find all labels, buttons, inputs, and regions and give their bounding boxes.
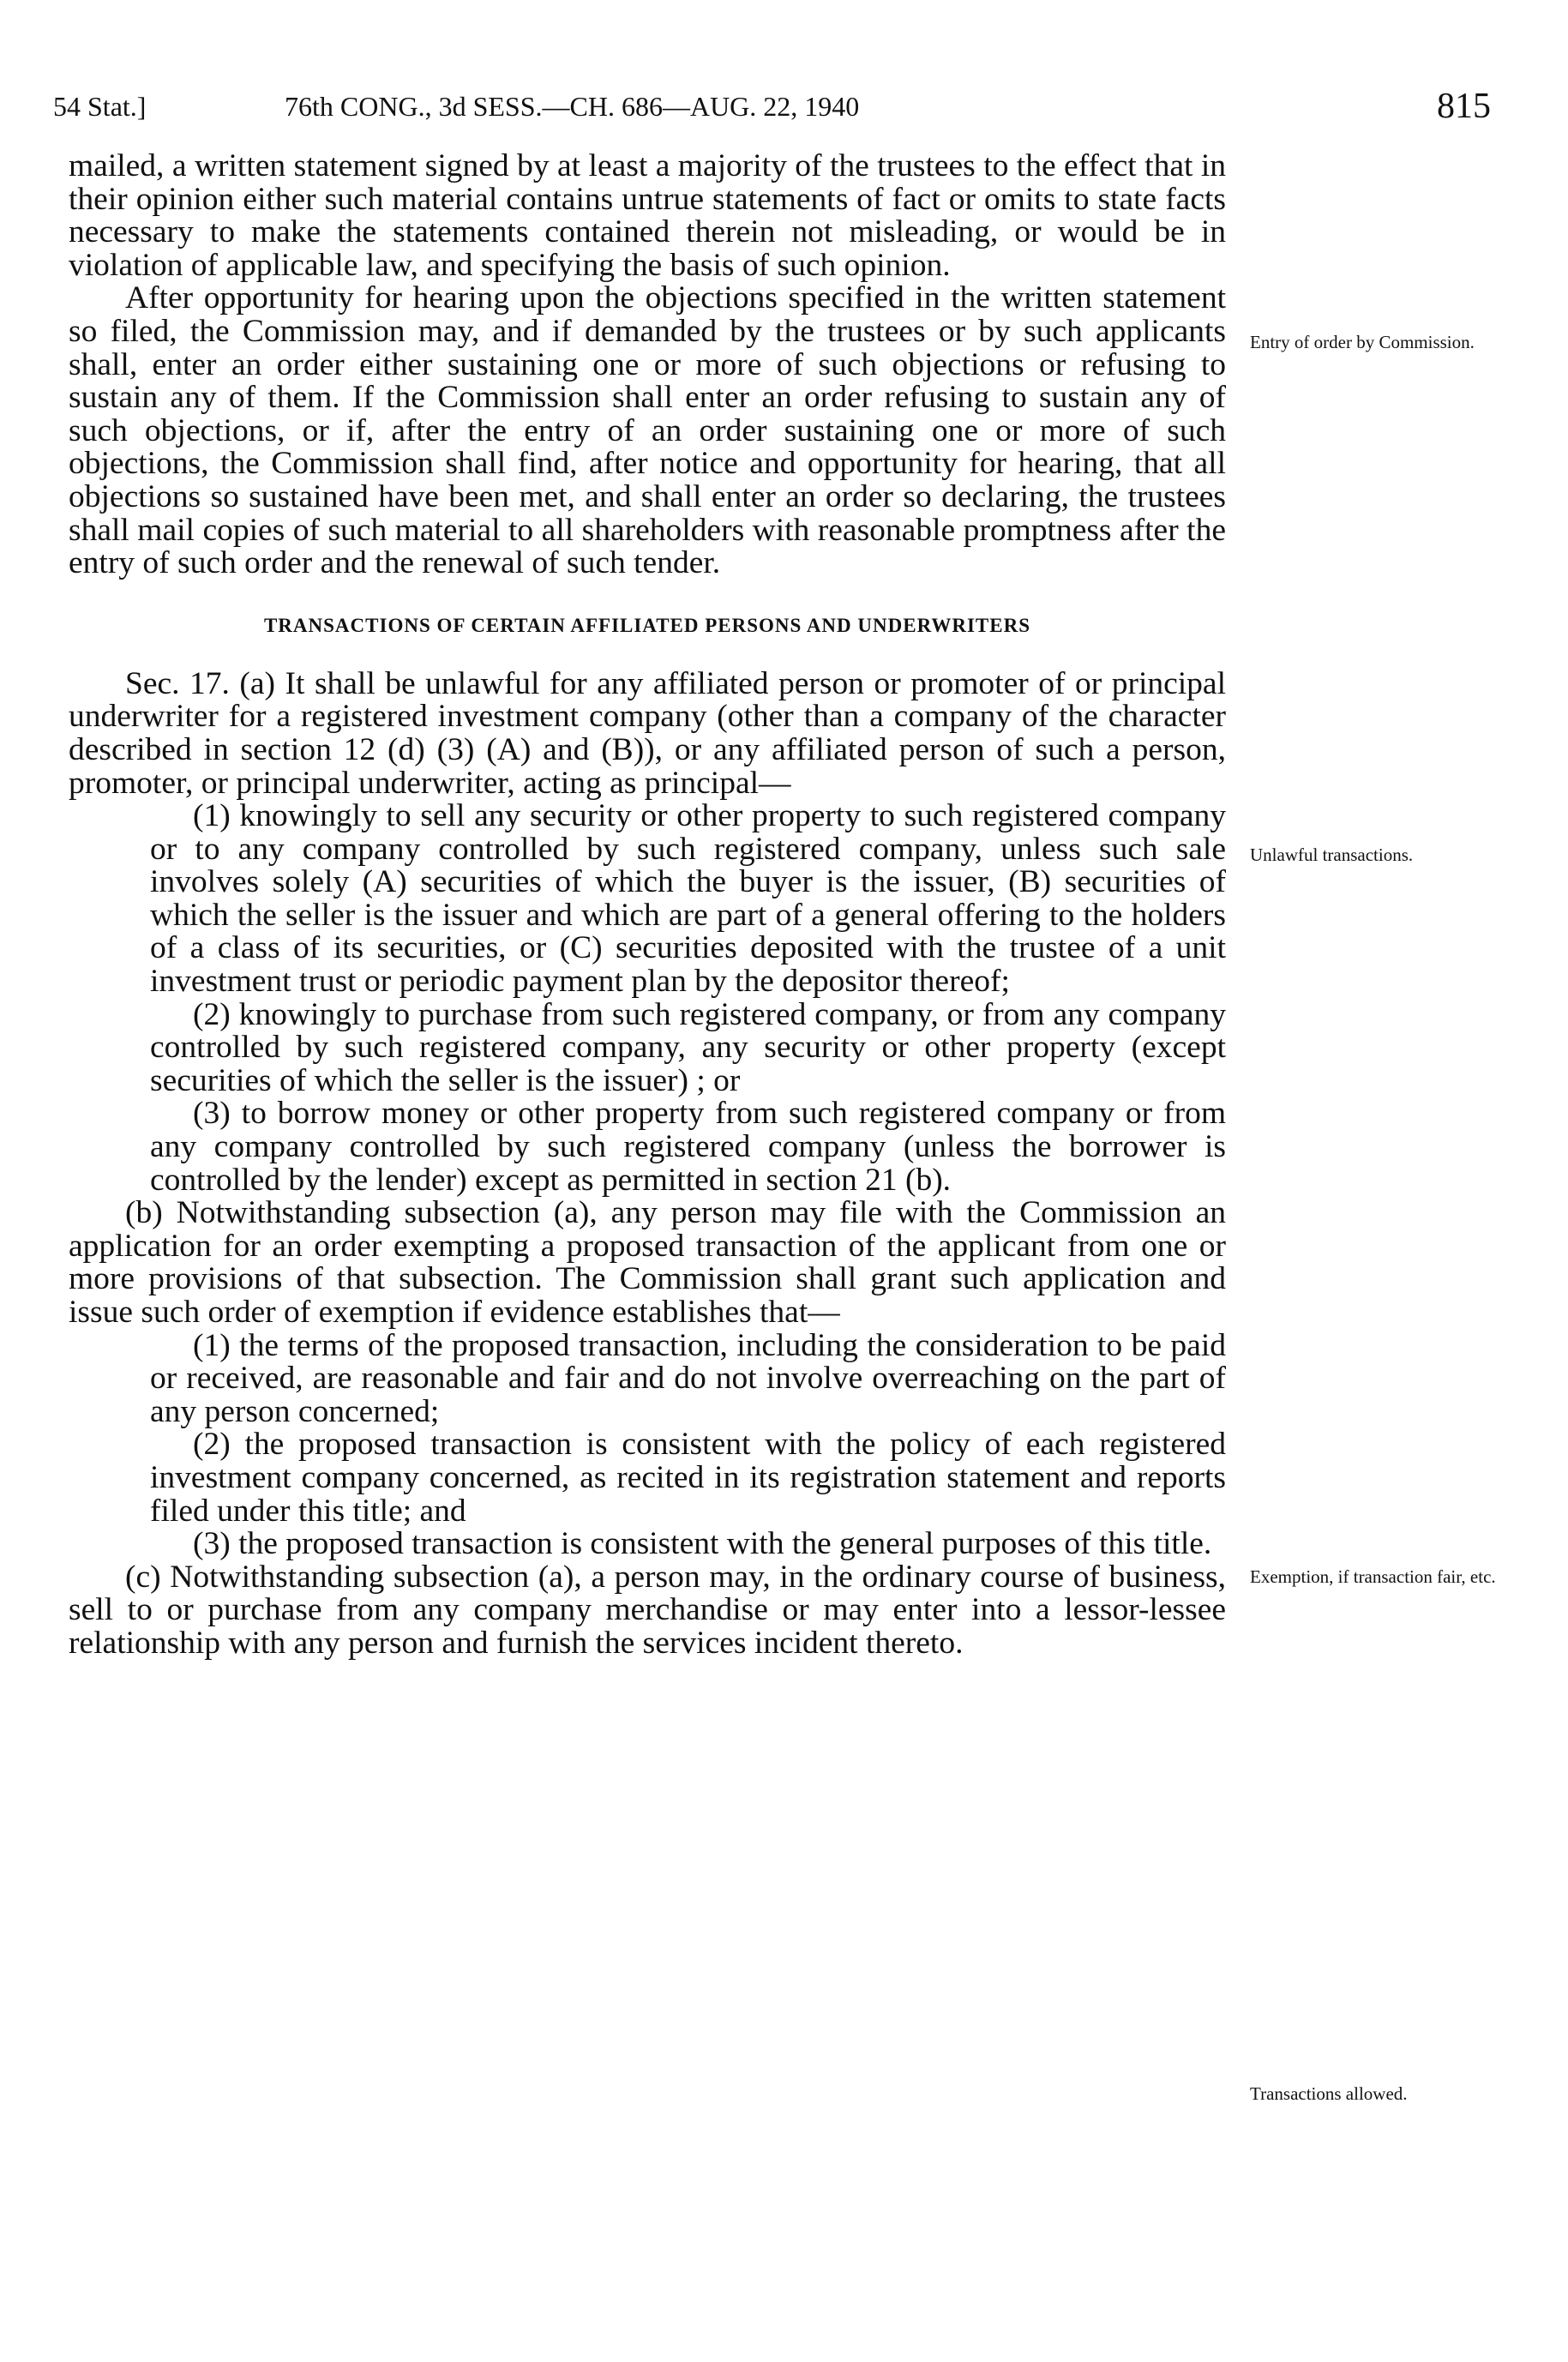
clause-a2: (2) knowingly to purchase from such registered company, or from any company controlled by such registered company, any security or other property (except securities of which the seller is the issuer) ; or xyxy=(150,996,1226,1098)
section-17b: (b) Notwithstanding subsection (a), any person may file with the Commission an application for an order exempting a proposed transaction of the applicant from one or more provisions of that subsection. The Commission shall grant such application and issue such order of exemption if evidence establishes that— xyxy=(69,1195,1226,1330)
clause-b2: (2) the proposed transaction is consistent with the policy of each registered investment company concerned, as recited in its registration statement and reports filed under this title; and xyxy=(150,1427,1226,1529)
margin-note-exemption: Exemption, if transaction fair, etc. xyxy=(1250,1566,1496,1587)
margin-note-allowed: Transactions allowed. xyxy=(1250,2083,1408,2104)
clause-a3: (3) to borrow money or other property from such registered company or from any company controlled by such registered company (unless the borrower is controlled by the lender) except as permitted in section 21 (b). xyxy=(150,1096,1226,1198)
session-chapter-date: 76th CONG., 3d SESS.—CH. 686—AUG. 22, 1940 xyxy=(285,91,860,122)
section-heading: TRANSACTIONS OF CERTAIN AFFILIATED PERSONS AND UNDERWRITERS xyxy=(263,614,1031,636)
section-17c: (c) Notwithstanding subsection (a), a person may, in the ordinary course of business, sell to or purchase from any company merchandise or may enter into a lessor-lessee relationship with any person and furnish the services incident thereto. xyxy=(69,1559,1226,1661)
section-17a: Sec. 17. (a) It shall be unlawful for any affiliated person or promoter of or principal underwriter for a registered investment company (other than a company of the character described in section 12 (d) (3) (A) and (B)), or any affiliated person of such a person, promoter, or principal underwriter, acting as principal— xyxy=(69,665,1226,801)
paragraph-commission-order: After opportunity for hearing upon the objections specified in the written statement so filed, the Commission may, and if demanded by the trustees or by such applicants shall, enter an order either sustaining one or more of such objections or refusing to sustain any of them. If the Commission shall enter an order refusing to sustain any of such objections, or if, after the entry of an order sustaining one or more of such objections, the Commission shall find, after notice and opportunity for hearing, that all objections so sustained have been met, and shall enter an order so declaring, the trustees shall mail copies of such material to all shareholders with reasonable promptness after the entry of such order and the renewal of such tender. xyxy=(69,280,1226,581)
clause-b3: (3) the proposed transaction is consistent with the general purposes of this title. xyxy=(193,1526,1212,1562)
clause-b1: (1) the terms of the proposed transaction, including the consideration to be paid or received, are reasonable and fair and do not involve overreaching on the part of any person concerned; xyxy=(150,1327,1226,1429)
body-text xyxy=(69,150,1226,1661)
margin-note-entry: Entry of order by Commission. xyxy=(1250,332,1475,352)
paragraph-continued: mailed, a written statement signed by at least a majority of the trustees to the effect that in their opinion either such material contains untrue statements of fact or omits to state facts necessary to make the statements contained therein not misleading, or would be in violation of applicable law, and specifying the basis of such opinion. xyxy=(69,148,1226,283)
clause-a1: (1) knowingly to sell any security or other property to such registered company or to any company controlled by such registered company, unless such sale involves solely (A) securities of which the buyer is the issuer, (B) securities of which the seller is the issuer and which are part of a general offering to the holders of a class of its securities, or (C) securities deposited with the trustee of a unit investment trust or periodic payment plan by the depositor thereof; xyxy=(150,798,1226,1000)
margin-note-unlawful: Unlawful transactions. xyxy=(1250,844,1414,865)
running-head xyxy=(53,86,1491,129)
volume-citation: 54 Stat.] xyxy=(53,91,147,122)
page-number: 815 xyxy=(1437,87,1491,126)
